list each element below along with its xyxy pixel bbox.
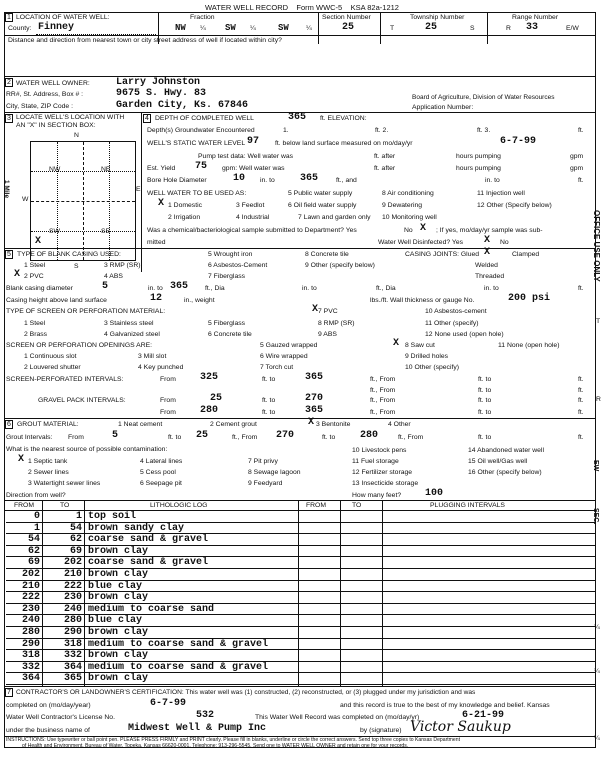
table-row <box>6 523 596 535</box>
county-label: County: <box>8 25 32 32</box>
log-to[interactable]: 69 <box>69 545 82 557</box>
log-from[interactable]: 318 <box>21 650 40 662</box>
log-description[interactable]: blue clay <box>88 580 143 592</box>
section-4-number: 4 <box>143 114 151 123</box>
county-value[interactable]: Finney <box>38 22 75 33</box>
grout-to-2[interactable]: 280 <box>360 430 379 441</box>
ew-value[interactable]: E/W <box>566 25 579 32</box>
grout-from-1[interactable]: 5 <box>112 430 119 441</box>
section-1-label: LOCATION OF WATER WELL: <box>16 14 110 21</box>
table-row <box>6 546 596 558</box>
pvc-x-mark: X <box>14 269 21 280</box>
application-label: Application Number: <box>412 104 474 111</box>
city-value[interactable]: Garden City, Ks. 67846 <box>116 100 249 111</box>
fraction-3[interactable]: SW <box>278 23 289 33</box>
casing-height-value[interactable]: 12 <box>150 293 163 304</box>
log-from[interactable]: 364 <box>21 673 40 685</box>
disinfected-x-mark: X <box>484 235 491 246</box>
log-description[interactable]: brown clay <box>88 650 149 662</box>
board-label: Board of Agriculture, Division of Water Resources <box>412 94 555 101</box>
log-to[interactable]: 240 <box>63 603 82 615</box>
log-to[interactable]: 202 <box>63 557 82 569</box>
section-2-number: 2 <box>5 78 13 87</box>
address-label: RR#, St. Address, Box # : <box>6 91 84 98</box>
log-from[interactable]: 230 <box>21 603 40 615</box>
log-from[interactable]: 222 <box>21 592 40 604</box>
log-description[interactable]: brown clay <box>88 627 149 638</box>
glued-x-mark: X <box>484 247 491 258</box>
log-to[interactable]: 1 <box>75 511 82 522</box>
business-name[interactable]: Midwest Well & Pump Inc <box>128 723 267 734</box>
owner-value[interactable]: Larry Johnston <box>116 77 201 88</box>
table-row <box>6 662 596 674</box>
table-row <box>6 604 596 616</box>
township-number-label: Township Number <box>410 14 465 21</box>
section-3-number: 3 <box>5 114 13 123</box>
bentonite-x-mark: X <box>308 417 315 428</box>
log-from[interactable]: 332 <box>21 661 40 673</box>
signature[interactable]: Victor Saukup <box>410 719 511 735</box>
blank-casing-to[interactable]: 365 <box>170 281 189 292</box>
log-to[interactable]: 290 <box>63 627 82 638</box>
log-description[interactable]: blue clay <box>88 615 143 627</box>
log-from[interactable]: 1 <box>33 522 40 534</box>
log-to[interactable]: 210 <box>63 569 82 580</box>
log-to[interactable]: 62 <box>69 534 82 546</box>
instructions-line-1: INSTRUCTIONS: Use typewriter or ball point pen. PLEASE PRESS FIRMLY and PRINT clearly. Please fill in blanks, underline or circle the correct answers. Send top three copies to Kansas Department <box>6 737 461 743</box>
gravel-to-2[interactable]: 365 <box>305 405 324 416</box>
grout-from-2[interactable]: 270 <box>276 430 295 441</box>
log-description[interactable]: coarse sand & gravel <box>88 557 209 569</box>
log-description[interactable]: brown clay <box>88 545 149 557</box>
fraction-1[interactable]: NW <box>175 23 186 33</box>
license-number[interactable]: 532 <box>196 710 215 721</box>
owner-label: WATER WELL OWNER: <box>16 80 90 87</box>
log-to[interactable]: 54 <box>69 522 82 534</box>
table-row <box>6 639 596 651</box>
table-row <box>6 534 596 546</box>
gauge-value[interactable]: 200 psi <box>508 293 551 304</box>
table-row <box>6 557 596 569</box>
range-value[interactable]: 33 <box>526 22 539 33</box>
table-row <box>6 511 596 523</box>
log-from[interactable]: 62 <box>27 545 40 557</box>
log-to[interactable]: 230 <box>63 592 82 604</box>
gravel-to-1[interactable]: 270 <box>305 393 324 404</box>
section-value[interactable]: 25 <box>342 22 355 33</box>
log-description[interactable]: medium to coarse sand & gravel <box>88 661 269 673</box>
log-description[interactable]: brown clay <box>88 569 149 580</box>
domestic-x-mark: X <box>158 198 165 209</box>
certification-text: CONTRACTOR'S OR LANDOWNER'S CERTIFICATION: This water well was (1) constructed, (2) reconstructed, or (3) plugged under my jurisdiction and was <box>16 689 476 696</box>
distance-label: Distance and direction from nearest town or city street address of well if located within city? <box>8 37 282 44</box>
table-row <box>6 592 596 604</box>
screen-to-value[interactable]: 365 <box>305 372 324 383</box>
office-use-only: OFFICE USE ONLY <box>592 210 601 282</box>
screen-pvc-x-mark: X <box>312 304 319 315</box>
township-value[interactable]: 25 <box>425 22 438 33</box>
log-to[interactable]: 318 <box>63 638 82 650</box>
section-7-number: 7 <box>5 688 13 697</box>
saw-cut-x-mark: X <box>393 338 400 349</box>
table-row <box>6 650 596 662</box>
table-row <box>6 673 596 685</box>
log-description[interactable]: brown clay <box>88 673 149 685</box>
log-from[interactable]: 69 <box>27 557 40 569</box>
address-value[interactable]: 9675 S. Hwy. 83 <box>116 88 207 99</box>
log-to[interactable]: 365 <box>63 673 82 685</box>
log-from[interactable]: 280 <box>21 627 40 638</box>
screen-from-value[interactable]: 325 <box>200 372 219 383</box>
section-number-label: Section Number <box>322 14 371 21</box>
log-description[interactable]: brown clay <box>88 592 149 604</box>
log-to[interactable]: 332 <box>63 650 82 662</box>
blank-casing-diameter[interactable]: 5 <box>102 281 109 292</box>
gravel-from-2[interactable]: 280 <box>200 405 219 416</box>
feet-value[interactable]: 100 <box>425 488 444 499</box>
section-6-number: 6 <box>5 420 13 429</box>
fraction-2[interactable]: SW <box>225 23 236 33</box>
log-description[interactable]: medium to coarse sand & gravel <box>88 638 269 650</box>
instructions-line-2: of Health and Environment, Bureau of Water, Topeka, Kansas 66620-0001. Telephone: 913-296-5545. Send one to WATER WELL OWNER and retain one for your records. <box>22 743 409 749</box>
grout-to-1[interactable]: 25 <box>196 430 209 441</box>
fraction-label: Fraction <box>190 14 215 21</box>
log-from[interactable]: 240 <box>21 615 40 627</box>
section-5-number: 5 <box>5 250 13 259</box>
city-label: City, State, ZIP Code : <box>6 103 73 110</box>
table-row <box>6 627 596 639</box>
range-number-label: Range Number <box>512 14 559 21</box>
log-description[interactable]: brown sandy clay <box>88 522 185 534</box>
log-from[interactable]: 54 <box>27 534 40 546</box>
septic-x-mark: X <box>18 454 25 465</box>
log-to[interactable]: 364 <box>63 661 82 673</box>
log-from[interactable]: 202 <box>21 569 40 580</box>
section-x-mark: X <box>35 236 42 247</box>
depth-value[interactable]: 365 <box>288 112 307 123</box>
form-title: WATER WELL RECORD Form WWC-5 KSA 82a-1212 <box>205 3 399 12</box>
completed-date[interactable]: 6-7-99 <box>150 698 187 709</box>
log-description[interactable]: top soil <box>88 511 137 522</box>
log-to[interactable]: 280 <box>63 615 82 627</box>
log-from[interactable]: 0 <box>33 511 40 522</box>
log-description[interactable]: coarse sand & gravel <box>88 534 209 546</box>
table-row <box>6 615 596 627</box>
log-from[interactable]: 210 <box>21 580 40 592</box>
chem-no-x-mark: X <box>420 223 427 234</box>
bore-diameter-value[interactable]: 10 <box>233 173 246 184</box>
log-description[interactable]: medium to coarse sand <box>88 603 215 615</box>
log-to[interactable]: 222 <box>63 580 82 592</box>
record-date[interactable]: 6-21-99 <box>462 710 505 721</box>
static-level-value[interactable]: 97 <box>247 136 260 147</box>
static-date-value[interactable]: 6-7-99 <box>500 136 537 147</box>
table-row <box>6 569 596 581</box>
section-1-number: 1 <box>5 13 13 22</box>
bore-depth-value[interactable]: 365 <box>300 173 319 184</box>
section-box[interactable]: NW NE SW SE X <box>30 141 136 261</box>
log-from[interactable]: 290 <box>21 638 40 650</box>
table-row <box>6 581 596 593</box>
yield-value[interactable]: 75 <box>195 161 208 172</box>
gravel-from-1[interactable]: 25 <box>210 393 223 404</box>
